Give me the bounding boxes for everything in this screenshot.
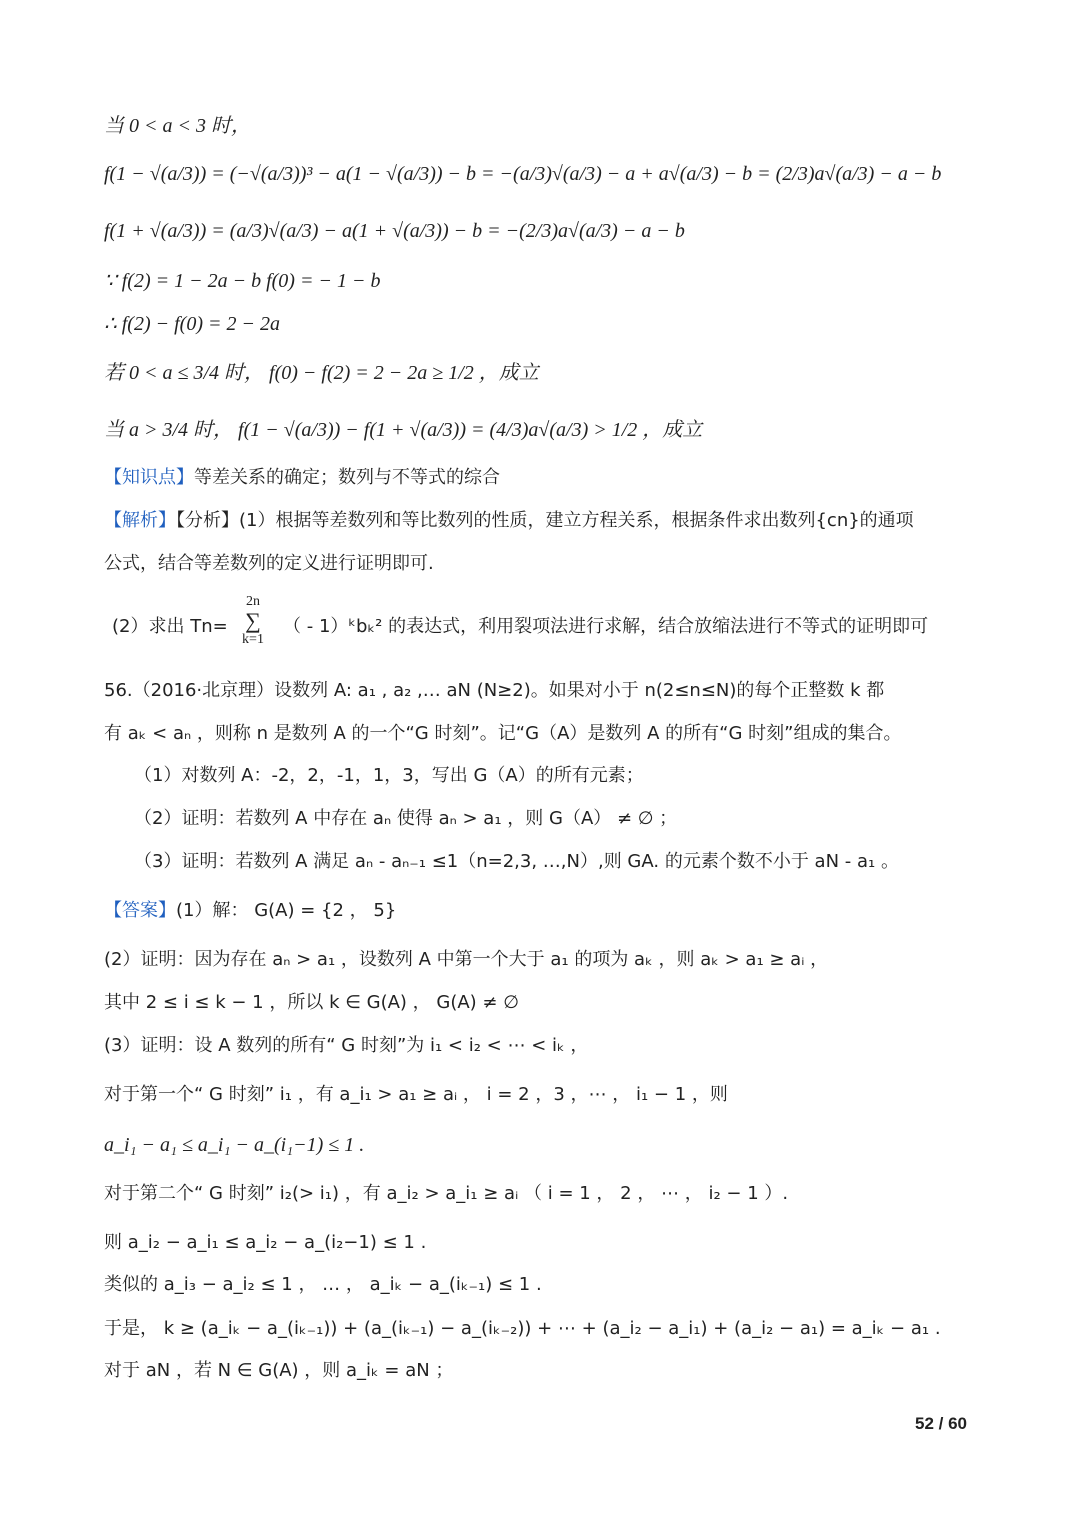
page-number: 52 / 60 (915, 1414, 967, 1433)
line-condition-0-a-3: 当 0 < a < 3 时， (104, 115, 251, 137)
line-f-1-plus: f(1 + √(a/3)) = (a/3)√(a/3) − a(1 + √(a/3)) − b = −(2/3)a√(a/3) − a − b (104, 220, 685, 242)
problem-56-part-1: （1）对数列 A：-2，2，-1，1，3，写出 G（A）的所有元素； (134, 765, 644, 786)
sum-upper-limit: 2n (246, 594, 260, 609)
line-case-a-le-3-4: 若 0 < a ≤ 3/4 时， f(0) − f(2) = 2 − 2a ≥ 1/2 ，成立 (104, 362, 539, 384)
proof-2-line-2: 其中 2 ≤ i ≤ k − 1 ，所以 k ∈ G(A) ， G(A) ≠ ∅ (104, 992, 519, 1013)
sum-sigma: ∑ (245, 608, 261, 633)
proof-3-line-2: 对于第一个“ G 时刻” i₁ ，有 a_i₁ > a₁ ≥ aᵢ ， i = 2 ，3 ，⋯ ， i₁ − 1 ，则 (104, 1084, 728, 1105)
analysis-tag: 【解析】 (104, 510, 176, 531)
sum-lower-limit: k=1 (242, 632, 264, 647)
analysis-line-3-pre: (2）求出 Tn= (112, 616, 228, 637)
summation-symbol (236, 594, 270, 648)
line-f-1-minus: f(1 − √(a/3)) = (−√(a/3))³ − a(1 − √(a/3)) − b = −(a/3)√(a/3) − a + a√(a/3) − b = (2/3)a√(a/3) − a − b (104, 163, 942, 185)
answer-tag: 【答案】 (104, 900, 176, 921)
problem-56-line-1: 56.（2016·北京理）设数列 A: a₁ , a₂ ,… aN (N≥2)。如果对小于 n(2≤n≤N)的每个正整数 k 都 (104, 680, 885, 701)
knowledge-point (104, 467, 500, 489)
line-therefore: ∴ f(2) − f(0) = 2 − 2a (104, 313, 280, 335)
analysis-line-1 (104, 510, 914, 532)
problem-56-line-2: 有 aₖ < aₙ ，则称 n 是数列 A 的一个“G 时刻”。记“G（A）是数列 A 的所有“G 时刻”组成的集合。 (104, 723, 902, 744)
problem-56-part-3: （3）证明：若数列 A 满足 aₙ - aₙ₋₁ ≤1（n=2,3, …,N）,则 GA. 的元素个数不小于 aN - a₁ 。 (134, 851, 899, 872)
analysis-line-3-post: （ - 1）ᵏbₖ² 的表达式，利用裂项法进行求解，结合放缩法进行不等式的证明即可 (283, 616, 929, 637)
proof-3-line-5: 则 a_i₂ − a_i₁ ≤ a_i₂ − a_(i₂−1) ≤ 1 . (104, 1232, 427, 1253)
proof-3-line-8: 对于 aN ，若 N ∈ G(A) ，则 a_iₖ = aN ； (104, 1360, 454, 1381)
proof-2-line-1: (2）证明：因为存在 aₙ > a₁ ，设数列 A 中第一个大于 a₁ 的项为 aₖ ，则 aₖ > a₁ ≥ aᵢ ， (104, 949, 829, 970)
proof-3-line-1: (3）证明：设 A 数列的所有“ G 时刻”为 i₁ < i₂ < ⋯ < iₖ ， (104, 1035, 589, 1056)
line-case-a-gt-3-4: 当 a > 3/4 时， f(1 − √(a/3)) − f(1 + √(a/3)) = (4/3)a√(a/3) > 1/2 ，成立 (104, 419, 703, 441)
knowledge-tag: 【知识点】 (104, 467, 194, 488)
answer-text: (1）解： G(A) = {2 ， 5} (176, 900, 397, 921)
analysis-text-1: 【分析】(1）根据等差数列和等比数列的性质，建立方程关系，根据条件求出数列{cn}的通项 (176, 510, 914, 531)
knowledge-text: 等差关系的确定；数列与不等式的综合 (194, 467, 500, 488)
analysis-line-2: 公式，结合等差数列的定义进行证明即可. (104, 553, 434, 574)
line-because-f2-f0: ∵ f(2) = 1 − 2a − b f(0) = − 1 − b (104, 270, 381, 292)
proof-3-line-7: 于是， k ≥ (a_iₖ − a_(iₖ₋₁)) + (a_(iₖ₋₁) − a_(iₖ₋₂)) + ⋯ + (a_i₂ − a_i₁) + (a_i₂ − a₁) = a_iₖ − a₁ . (104, 1318, 941, 1339)
proof-3-line-3: a_i₁ − a₁ ≤ a_i₁ − a_(i₁−1) ≤ 1 . (104, 1134, 365, 1156)
answer-line (104, 900, 396, 922)
proof-3-line-4: 对于第二个“ G 时刻” i₂(> i₁) ，有 a_i₂ > a_i₁ ≥ aᵢ （ i = 1 ， 2 ， ⋯ ， i₂ − 1 ）. (104, 1183, 789, 1204)
proof-3-line-6: 类似的 a_i₃ − a_i₂ ≤ 1 ， … ， a_iₖ − a_(iₖ₋₁) ≤ 1 . (104, 1274, 542, 1295)
problem-56-part-2: （2）证明：若数列 A 中存在 aₙ 使得 aₙ > a₁ ，则 G（A） ≠ ∅ ； (134, 808, 678, 829)
